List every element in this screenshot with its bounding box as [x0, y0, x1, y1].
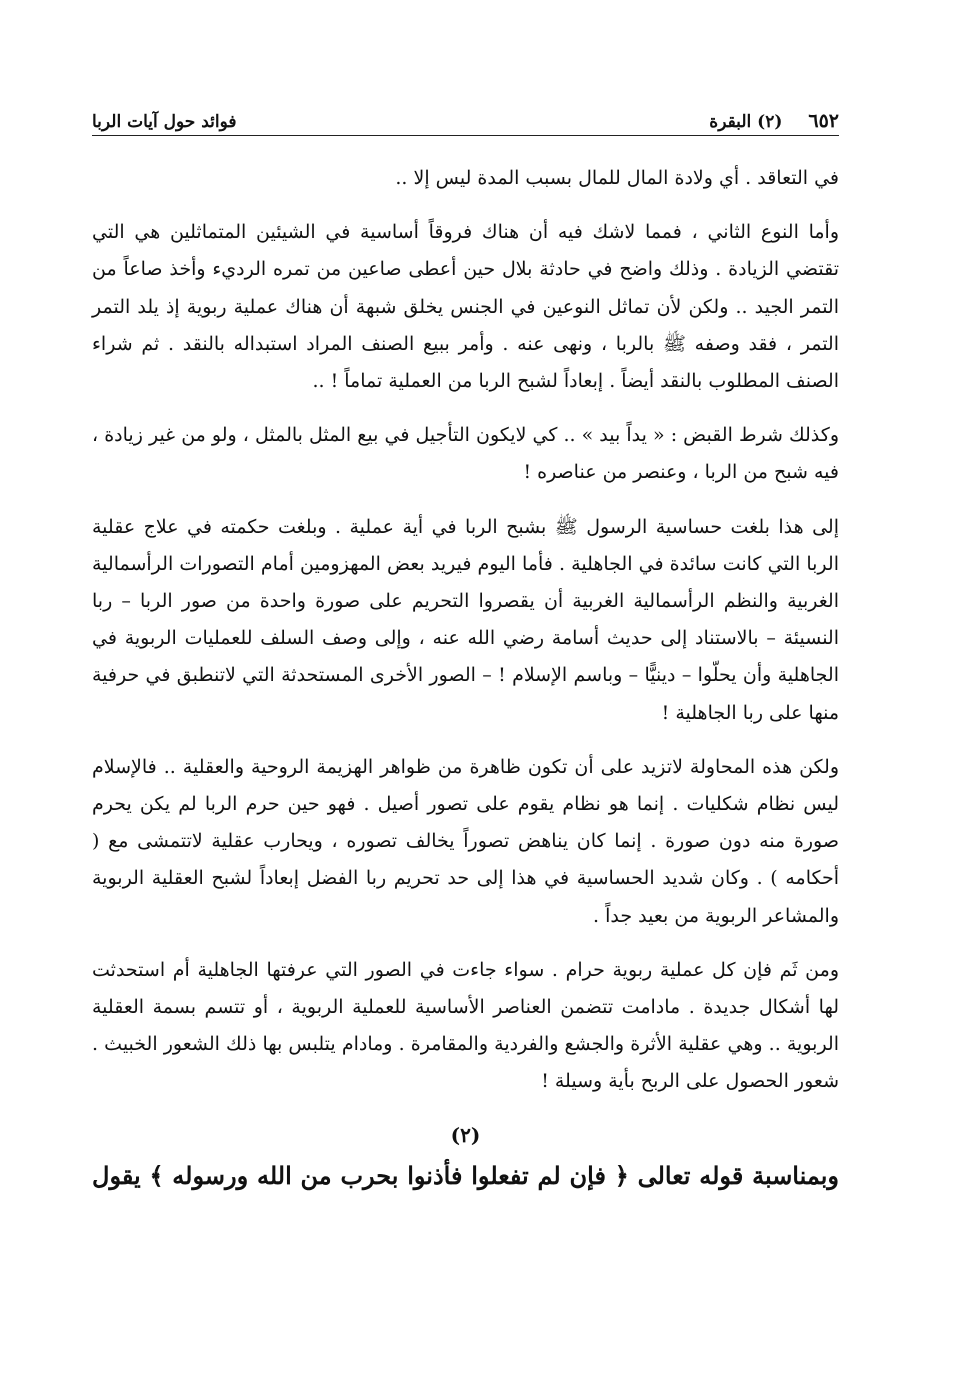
paragraph-5: ولكن هذه المحاولة لاتزيد على أن تكون ظاهرة من ظواهر الهزيمة الروحية والعقلية .. فالإسلام ليس نظام شكليات . إنما هو نظام يقوم على تصور أصيل . فهو حين حرم الربا لم يكن يحرم صورة منه دون صورة . إنما كان يناهض تصوراً يخالف تصوره ، ويحارب عقلية لاتتمشى مع ( أحكامه ) . وكان شديد الحساسية في هذا إلى حد تحريم ربا الفضل إبعاداً لشبح العقلية الربوية والمشاعر الربوية من بعيد جداً .	[92, 755, 839, 927]
paragraph-4: إلى هذا بلغت حساسية الرسول ﷺ بشبح الربا في أية عملية . وبلغت حكمته في علاج عقلية الربا التي كانت سائدة في الجاهلية . فأما اليوم فيريد بعض المهزومين أمام التصورات الرأسمالية الغربية والنظم الرأسمالية الغربية أن يقصروا التحريم على صورة واحدة من صور الربا – ربا النسيئة – بالاستناد إلى حديث أسامة رضي الله عنه ، وإلى وصف السلف للعمليات الربوية في الجاهلية وأن يحلّوا – دينيًّا – وباسم الإسلام ! – الصور الأخرى المستحدثة التي لاتنطبق في حرفية منها على ربا الجاهلية !	[92, 515, 839, 724]
section-title: فوائد حول آيات الربا	[92, 112, 237, 132]
header-divider	[92, 135, 839, 136]
body-text	[92, 160, 839, 1196]
header-right	[709, 110, 839, 132]
surah-name: (٢) البقرة	[709, 112, 783, 132]
closing-line: وبمناسبة قوله تعالى ﴿ فإن لم تفعلوا فأذنوا بحرب من الله ورسوله ﴾ يقول	[92, 1160, 839, 1190]
paragraph-3: وكذلك شرط القبض : « يداً بيد » .. كي لايكون التأجيل في بيع المثل بالمثل ، ولو من غير زيادة ، فيه شبح من الربا ، وعنصر من عناصره !	[92, 424, 839, 484]
section-number: (٢)	[450, 1122, 481, 1147]
page-number: ٦٥٢	[808, 110, 839, 132]
paragraph-1: في التعاقد . أي ولادة المال للمال بسبب المدة ليس إلا ..	[395, 167, 839, 189]
page-header	[92, 100, 839, 132]
paragraph-2: وأما النوع الثاني ، فمما لاشك فيه أن هناك فروقاً أساسية في الشيئين المتماثلين هي التي تقتضي الزيادة . وذلك واضح في حادثة بلال حين أعطى صاعين من تمره الرديء وأخذ صاعاً من التمر الجيد .. ولكن لأن تماثل النوعين في الجنس يخلق شبهة أن هناك عملية ربوية إذ يلد التمر التمر ، فقد وصفه ﷺ بالربا ، ونهى عنه . وأمر ببيع الصنف المراد استبداله بالنقد . ثم شراء الصنف المطلوب بالنقد أيضاً . إبعاداً لشبح الربا من العملية تماماً ! ..	[92, 221, 839, 393]
paragraph-6: ومن ثَم فإن كل عملية ربوية حرام . سواء جاءت في الصور التي عرفتها الجاهلية أم استحدثت لها أشكال جديدة . مادامت تتضمن العناصر الأساسية للعملية الربوية ، أو تتسم بسمة العقلية الربوية .. وهي عقلية الأثرة والجشع والفردية والمقامرة . ومادام يتلبس بها ذلك الشعور الخبيث . شعور الحصول على الربح بأية وسيلة !	[92, 958, 839, 1093]
